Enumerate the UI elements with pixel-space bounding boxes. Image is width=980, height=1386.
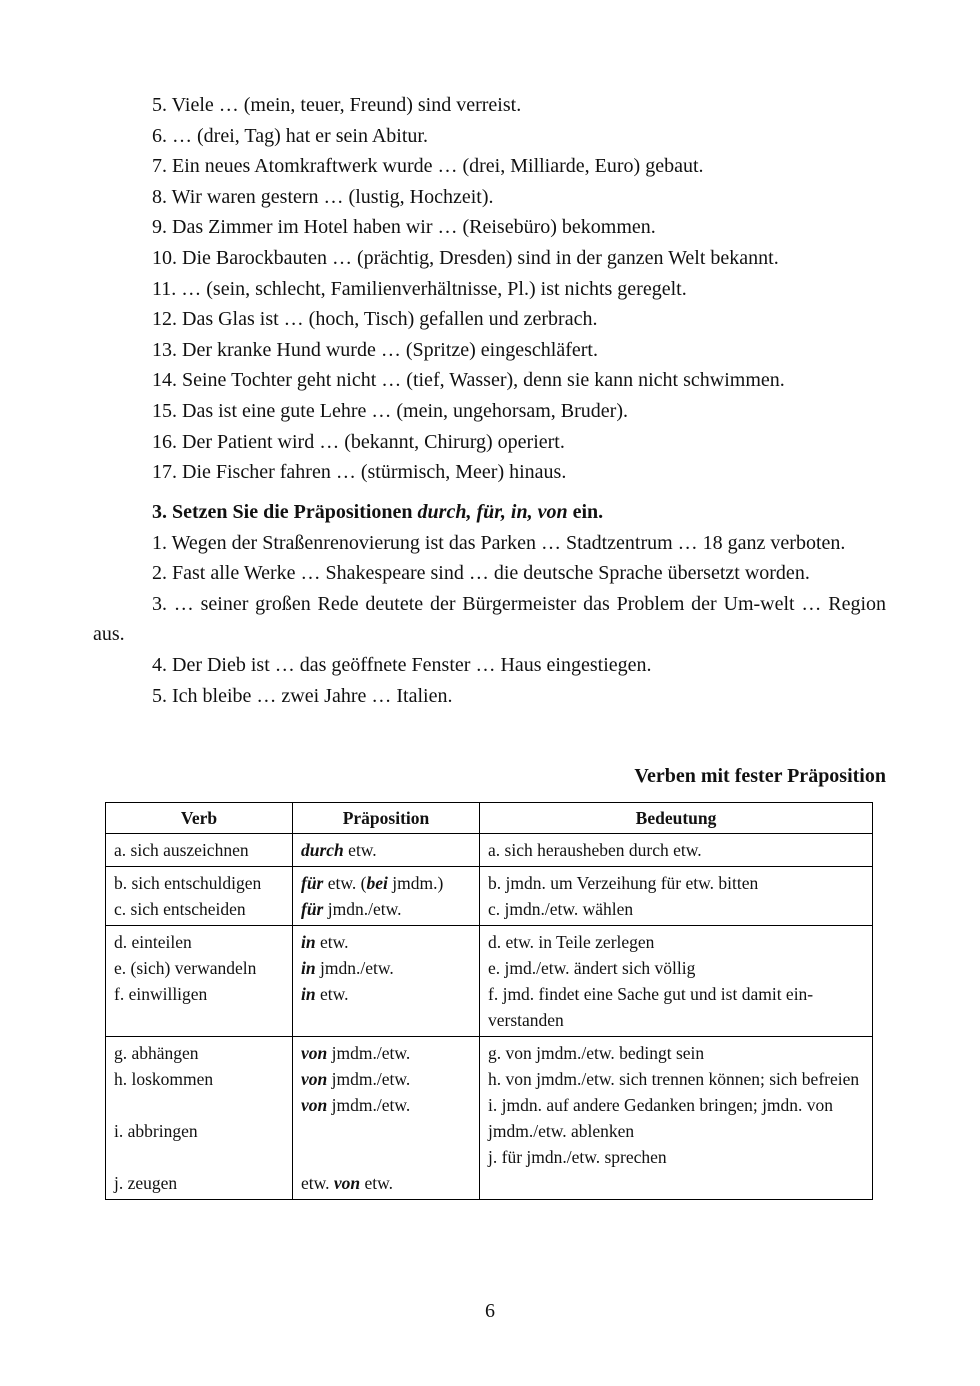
preposition-cell [293, 926, 480, 1037]
meaning-cell [480, 1037, 873, 1200]
verb: e. (sich) verwandeln [114, 958, 257, 978]
list-item: 12. Das Glas ist … (hoch, Tisch) gefallen und zerbrach. [152, 308, 598, 331]
list-item: 8. Wir waren gestern … (lustig, Hochzeit). [152, 185, 494, 208]
meaning-cell [480, 926, 873, 1037]
list-item: 6. … (drei, Tag) hat er sein Abitur. [152, 124, 428, 147]
meaning: d. etw. in Teile zerlegen [488, 932, 655, 952]
exercise-heading: 3. Setzen Sie die Präpositionen durch, für, in, von ein. [152, 501, 604, 523]
list-item: 10. Die Barockbauten … (prächtig, Dresden) sind in der ganzen Welt bekannt. [152, 246, 779, 269]
verb-cell [106, 1037, 293, 1200]
table-row [106, 1037, 873, 1200]
exercise-2-list [93, 90, 886, 488]
preposition: von jmdm./etw. [301, 1095, 411, 1115]
list-item: 16. Der Patient wird … (bekannt, Chirurg) operiert. [152, 430, 565, 453]
preposition: für jmdn./etw. [301, 899, 402, 919]
list-item: 5. Viele … (mein, teuer, Freund) sind verreist. [152, 94, 522, 116]
preposition: von jmdm./etw. [301, 1069, 411, 1089]
page-number: 6 [485, 1300, 495, 1322]
preposition-cell [293, 1037, 480, 1200]
verb: f. einwilligen [114, 984, 208, 1004]
meaning: g. von jmdm./etw. bedingt sein [488, 1043, 705, 1063]
verb-cell [106, 867, 293, 926]
preposition: in etw. [301, 984, 349, 1004]
list-item: 13. Der kranke Hund wurde … (Spritze) eingeschläfert. [152, 338, 598, 361]
verb: i. abbringen [114, 1121, 198, 1141]
verb: j. zeugen [114, 1173, 178, 1193]
list-item: 17. Die Fischer fahren … (stürmisch, Meer) hinaus. [152, 461, 567, 484]
column-header-verb: Verb [106, 803, 293, 834]
meaning: h. von jmdm./etw. sich trennen können; sich befreien [488, 1069, 860, 1089]
preposition: von jmdm./etw. [301, 1043, 411, 1063]
column-header-preposition: Präposition [293, 803, 480, 834]
preposition: in jmdn./etw. [301, 958, 394, 978]
list-item: 15. Das ist eine gute Lehre … (mein, ungehorsam, Bruder). [152, 399, 628, 422]
meaning: i. jmdn. auf andere Gedanken bringen; jmdn. von jmdm./etw. ablenken [488, 1095, 834, 1141]
preposition-spacer [301, 1144, 471, 1170]
table-row [106, 834, 873, 867]
table-row [106, 867, 873, 926]
exercise-3 [93, 497, 886, 711]
column-header-meaning: Bedeutung [480, 803, 873, 834]
meaning-cell [480, 867, 873, 926]
verb: c. sich entscheiden [114, 899, 246, 919]
meaning: e. jmd./etw. ändert sich völlig [488, 958, 696, 978]
list-item: 5. Ich bleibe … zwei Jahre … Italien. [152, 684, 453, 707]
preposition: für etw. (bei jmdm.) [301, 873, 444, 893]
list-item: 14. Seine Tochter geht nicht … (tief, Wasser), denn sie kann nicht schwimmen. [152, 369, 785, 392]
preposition-cell [293, 834, 480, 867]
verb-preposition-table [105, 802, 873, 1200]
preposition: in etw. [301, 932, 349, 952]
verb-cell [106, 834, 293, 867]
list-item: 4. Der Dieb ist … das geöffnete Fenster … Haus eingestiegen. [152, 653, 652, 676]
verb-spacer [114, 1092, 284, 1118]
preposition-spacer [301, 1118, 471, 1144]
meaning: b. jmdn. um Verzeihung für etw. bitten [488, 873, 759, 893]
list-item: 7. Ein neues Atomkraftwerk wurde … (drei, Milliarde, Euro) gebaut. [152, 155, 704, 178]
meaning: c. jmdn./etw. wählen [488, 899, 634, 919]
list-item: 1. Wegen der Straßenrenovierung ist das Parken … Stadtzentrum … 18 ganz verboten. [152, 531, 846, 554]
verb: h. loskommen [114, 1069, 214, 1089]
preposition-cell [293, 867, 480, 926]
verb: b. sich entschuldigen [114, 873, 262, 893]
verb: g. abhängen [114, 1043, 199, 1063]
list-item: 3. … seiner großen Rede deutete der Bürgermeister das Problem der Um-welt … Region aus. [93, 592, 886, 646]
preposition: durch etw. [301, 840, 377, 860]
preposition: etw. von etw. [301, 1173, 394, 1193]
list-item: 9. Das Zimmer im Hotel haben wir … (Reisebüro) bekommen. [152, 216, 656, 239]
meaning: a. sich herausheben durch etw. [488, 840, 702, 860]
meaning-cell [480, 834, 873, 867]
table-header-row [106, 803, 873, 834]
section-title: Verben mit fester Präposition [634, 765, 886, 787]
meaning: j. für jmdn./etw. sprechen [488, 1147, 667, 1167]
verb-spacer [114, 1144, 284, 1170]
meaning: f. jmd. findet eine Sache gut und ist damit ein-verstanden [488, 984, 814, 1030]
verb-cell [106, 926, 293, 1037]
verb: a. sich auszeichnen [114, 840, 249, 860]
table-row [106, 926, 873, 1037]
verb: d. einteilen [114, 932, 192, 952]
list-item: 11. … (sein, schlecht, Familienverhältnisse, Pl.) ist nichts geregelt. [152, 277, 687, 300]
list-item: 2. Fast alle Werke … Shakespeare sind … die deutsche Sprache übersetzt worden. [152, 562, 810, 585]
